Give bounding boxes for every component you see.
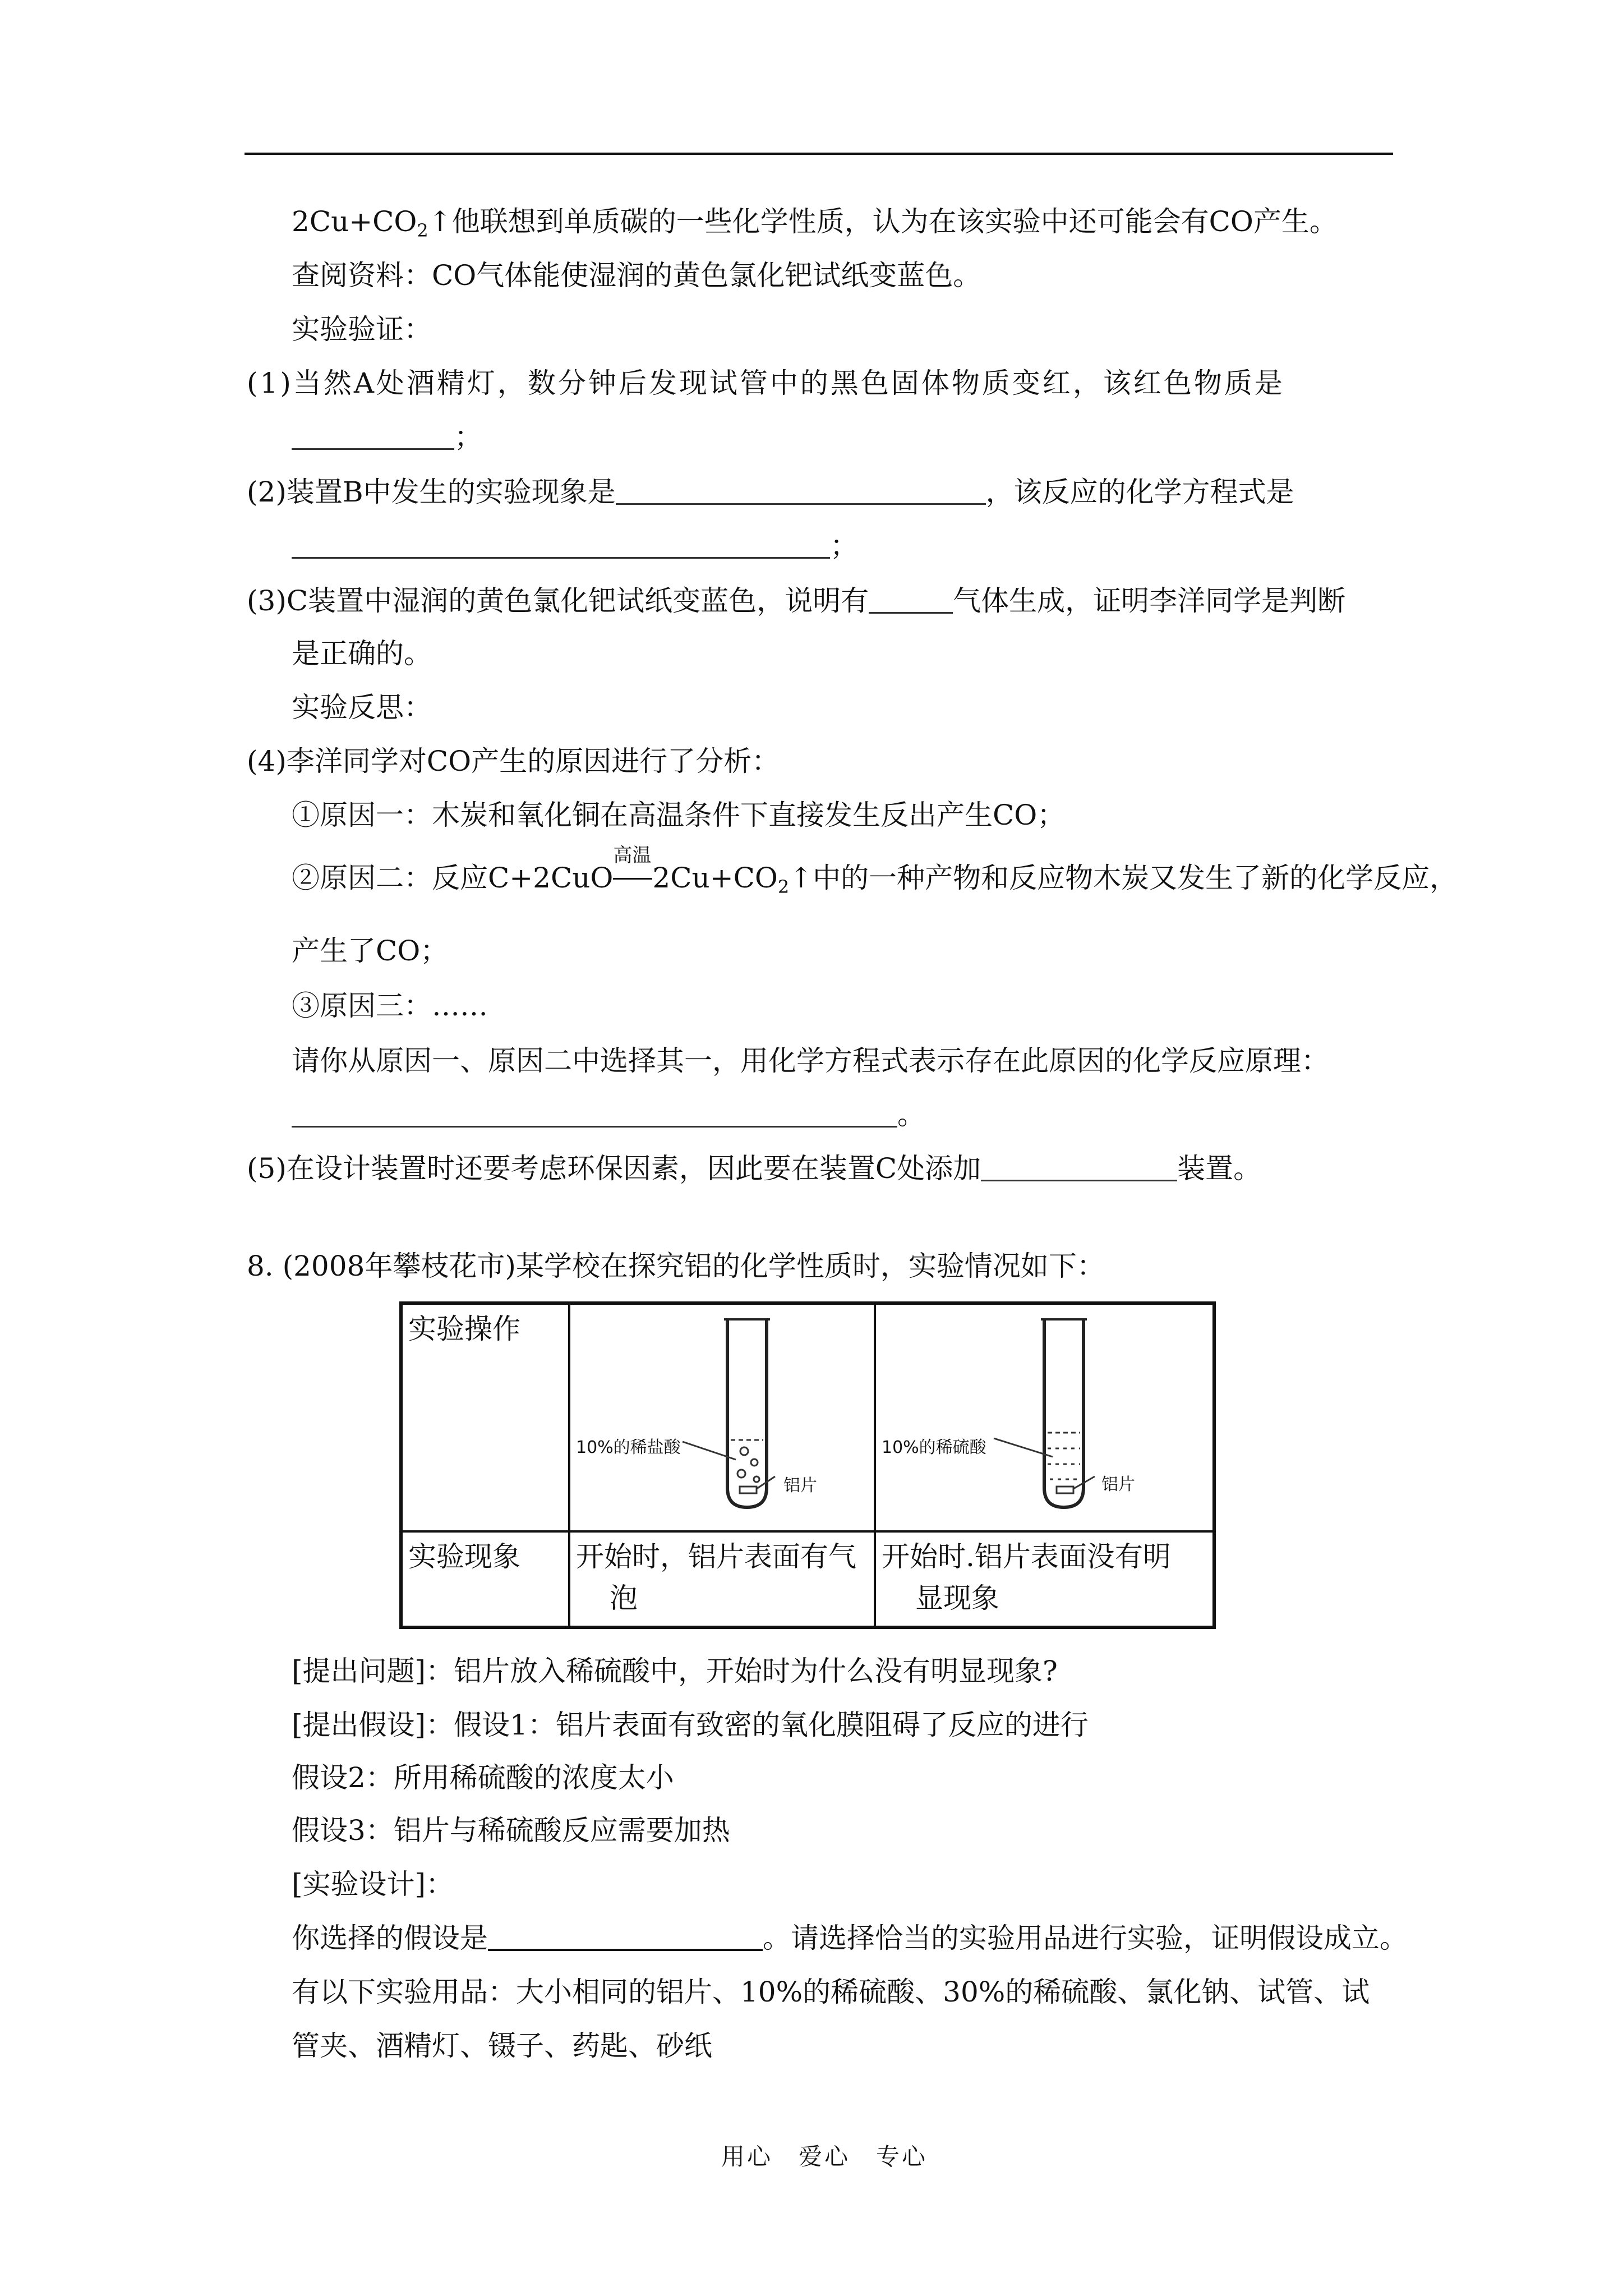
table-row — [401, 1531, 1214, 1627]
text-line: [实验设计]： — [292, 1868, 454, 1901]
question-8: 8. (2008年攀枝花市)某学校在探究铝的化学性质时，实验情况如下： — [247, 1250, 1105, 1282]
question-3 — [247, 581, 1345, 620]
text-line: 产生了CO； — [292, 935, 449, 967]
question-4: (4)李洋同学对CO产生的原因进行了分析： — [247, 745, 780, 777]
reason-1: ①原因一：木炭和氧化铜在高温条件下直接发生反出产生CO； — [292, 799, 1066, 831]
answer-blank[interactable] — [292, 420, 454, 450]
text-line — [292, 202, 1338, 241]
text-line: 管夹、酒精灯、镊子、药匙、砂纸 — [292, 2030, 712, 2062]
answer-blank[interactable] — [292, 529, 830, 559]
answer-blank[interactable] — [616, 475, 986, 505]
question-text: 你选择的假设是 — [292, 1922, 488, 1954]
question-text: ，该反应的化学方程式是 — [985, 476, 1294, 508]
text-line: 实验验证： — [292, 313, 432, 346]
reason-text: ↑中的一种产物和反应物木炭又发生了新的化学反应， — [789, 862, 1458, 894]
row-label-phenomenon: 实验现象 — [401, 1531, 569, 1627]
text-line: 是正确的。 — [292, 637, 432, 670]
observation-hcl — [569, 1531, 875, 1627]
table-row — [401, 1303, 1214, 1531]
question-text: (2)装置B中发生的实验现象是 — [247, 476, 616, 508]
test-tube-hcl-cell — [569, 1303, 875, 1531]
question-5 — [247, 1149, 1261, 1188]
text-line: 实验反思： — [292, 691, 432, 724]
subscript: 2 — [417, 220, 428, 241]
text-line: [提出问题]：铝片放入稀硫酸中，开始时为什么没有明显现象? — [292, 1655, 1058, 1687]
test-tube-h2so4-illustration — [882, 1308, 1207, 1521]
metal-label: 铝片 — [783, 1476, 817, 1496]
reason-text: ②原因二：反应C+2CuO — [292, 862, 614, 894]
answer-blank[interactable] — [488, 1921, 763, 1951]
acid-label: 10%的稀硫酸 — [882, 1438, 986, 1457]
text-line: 有以下实验用品：大小相同的铝片、10%的稀硫酸、30%的稀硫酸、氯化钠、试管、试 — [292, 1976, 1370, 2008]
reaction-condition — [613, 844, 652, 898]
condition-text: 高温 — [613, 844, 652, 867]
test-tube-hcl-illustration — [576, 1308, 868, 1521]
observation-text: 开始时，铝片表面有气 — [576, 1540, 856, 1573]
question-text: 气体生成，证明李洋同学是判断 — [953, 585, 1346, 617]
subscript: 2 — [777, 876, 790, 898]
reason-3: ③原因三：…… — [292, 990, 488, 1022]
text-line: 假设2：所用稀硫酸的浓度太小 — [292, 1761, 674, 1794]
observation-text: 开始时.铝片表面没有明 — [882, 1540, 1171, 1573]
punctuation: ； — [830, 530, 858, 562]
test-tube-h2so4-cell — [875, 1303, 1214, 1531]
answer-blank[interactable] — [981, 1152, 1177, 1181]
acid-label: 10%的稀盐酸 — [576, 1438, 681, 1457]
question-text: (5)在设计装置时还要考虑环保因素，因此要在装置C处添加 — [247, 1152, 981, 1185]
answer-blank[interactable] — [292, 1098, 897, 1128]
text-line: [提出假设]：假设1：铝片表面有致密的氧化膜阻碍了反应的进行 — [292, 1709, 1089, 1741]
question-2-answer-line — [292, 526, 858, 565]
header-rule — [245, 153, 1393, 155]
instruction-line: 请你从原因一、原因二中选择其一，用化学方程式表示存在此原因的化学反应原理： — [292, 1045, 1329, 1077]
hypothesis-choice — [292, 1918, 1408, 1958]
answer-blank[interactable] — [869, 584, 953, 614]
punctuation: 。 — [897, 1098, 925, 1131]
question-text: 。请选择恰当的实验用品进行实验，证明假设成立。 — [763, 1922, 1408, 1954]
question-1-answer-line — [292, 417, 482, 457]
condition-bar — [613, 878, 652, 880]
formula-text: 2Cu+CO — [292, 205, 417, 238]
page-footer: 用心 爱心 专心 — [721, 2143, 928, 2170]
question-1: (1)当然A处酒精灯，数分钟后发现试管中的黑色固体物质变红，该红色物质是 — [247, 367, 1285, 399]
observation-text: 显现象 — [915, 1582, 999, 1614]
question-2 — [247, 472, 1294, 512]
observation-text: 泡 — [610, 1582, 638, 1614]
reason-2 — [292, 844, 1458, 898]
metal-label: 铝片 — [1101, 1475, 1135, 1494]
question-text: 装置。 — [1177, 1152, 1262, 1185]
observation-h2so4 — [875, 1531, 1214, 1627]
question-text: (3)C装置中湿润的黄色氯化钯试纸变蓝色，说明有 — [247, 585, 869, 617]
punctuation: ； — [454, 421, 482, 453]
experiment-table — [399, 1301, 1216, 1629]
equation-answer-line — [292, 1095, 925, 1134]
text-line: 查阅资料：CO气体能使湿润的黄色氯化钯试纸变蓝色。 — [292, 259, 981, 292]
row-label-operation: 实验操作 — [401, 1303, 569, 1531]
text-line: 假设3：铝片与稀硫酸反应需要加热 — [292, 1814, 730, 1847]
formula-text: 2Cu+CO — [652, 862, 778, 894]
sentence-text: ↑他联想到单质碳的一些化学性质，认为在该实验中还可能会有CO产生。 — [428, 205, 1338, 238]
